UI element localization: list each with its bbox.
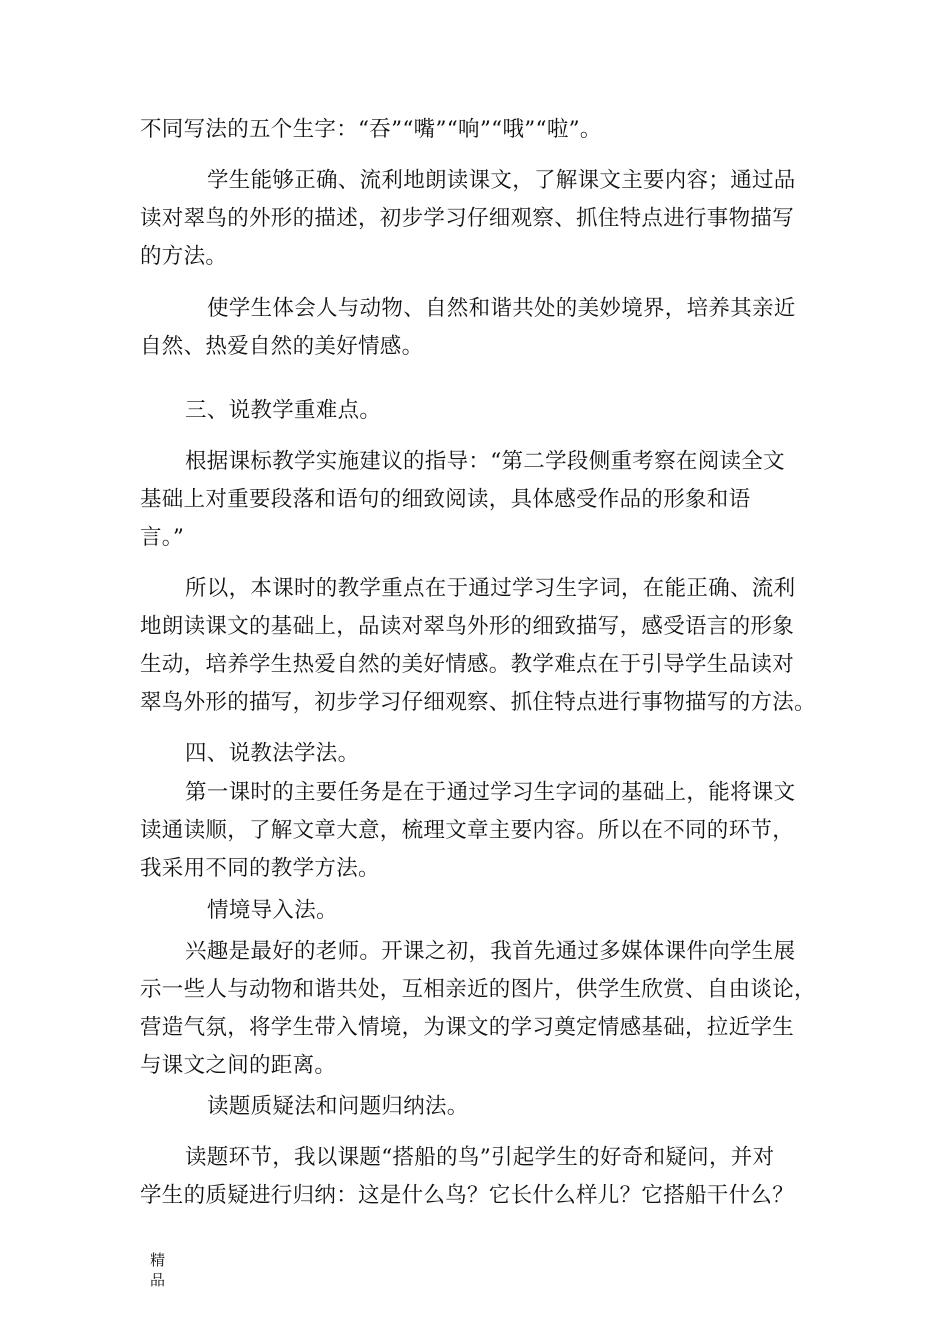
text-line: 生动，培养学生热爱自然的美好情感。教学难点在于引导学生品读对	[140, 652, 795, 677]
section-heading: 四、说教法学法。	[185, 741, 360, 766]
text-line: 示一些人与动物和谐共处，互相亲近的图片，供学生欣赏、自由谈论，	[140, 977, 816, 1002]
subsection-heading: 情境导入法。	[207, 898, 338, 923]
text-line: 第一课时的主要任务是在于通过学习生字词的基础上，能将课文	[185, 780, 796, 805]
text-line: 我采用不同的教学方法。	[140, 856, 380, 881]
text-line: 不同写法的五个生字：“吞”“嘴”“响”“哦”“啦”。	[140, 117, 602, 142]
text-line: 兴趣是最好的老师。开课之初，我首先通过多媒体课件向学生展	[185, 939, 796, 964]
text-line: 读对翠鸟的外形的描述，初步学习仔细观察、抓住特点进行事物描写	[140, 206, 795, 231]
subsection-heading: 读题质疑法和问题归纳法。	[207, 1094, 469, 1119]
text-line: 读题环节，我以课题“搭船的鸟”引起学生的好奇和疑问，并对	[185, 1145, 775, 1170]
text-line: 学生能够正确、流利地朗读课文，了解课文主要内容；通过品	[207, 168, 796, 193]
section-heading: 三、说教学重难点。	[185, 398, 382, 423]
text-line: 言。”	[140, 525, 185, 550]
text-line: 的方法。	[140, 244, 228, 269]
text-line: 与课文之间的距离。	[140, 1053, 337, 1078]
text-line: 读通读顺，了解文章大意，梳理文章主要内容。所以在不同的环节，	[140, 818, 795, 843]
text-line: 学生的质疑进行归纳：这是什么鸟？它长什么样儿？它搭船干什么？	[140, 1183, 795, 1208]
text-line: 基础上对重要段落和语句的细致阅读，具体感受作品的形象和语	[140, 487, 751, 512]
text-line: 自然、热爱自然的美好情感。	[140, 334, 424, 359]
text-line: 根据课标教学实施建议的指导：“第二学段侧重考察在阅读全文	[185, 449, 785, 474]
text-line: 所以，本课时的教学重点在于通过学习生字词，在能正确、流利	[185, 576, 796, 601]
text-line: 地朗读课文的基础上，品读对翠鸟外形的细致描写，感受语言的形象	[140, 614, 795, 639]
text-line: 使学生体会人与动物、自然和谐共处的美妙境界，培养其亲近	[207, 296, 796, 321]
footer-mark: 精品	[150, 1251, 166, 1289]
text-line: 营造气氛，将学生带入情境，为课文的学习奠定情感基础，拉近学生	[140, 1015, 795, 1040]
text-line: 翠鸟外形的描写，初步学习仔细观察、抓住特点进行事物描写的方法。	[140, 690, 816, 715]
